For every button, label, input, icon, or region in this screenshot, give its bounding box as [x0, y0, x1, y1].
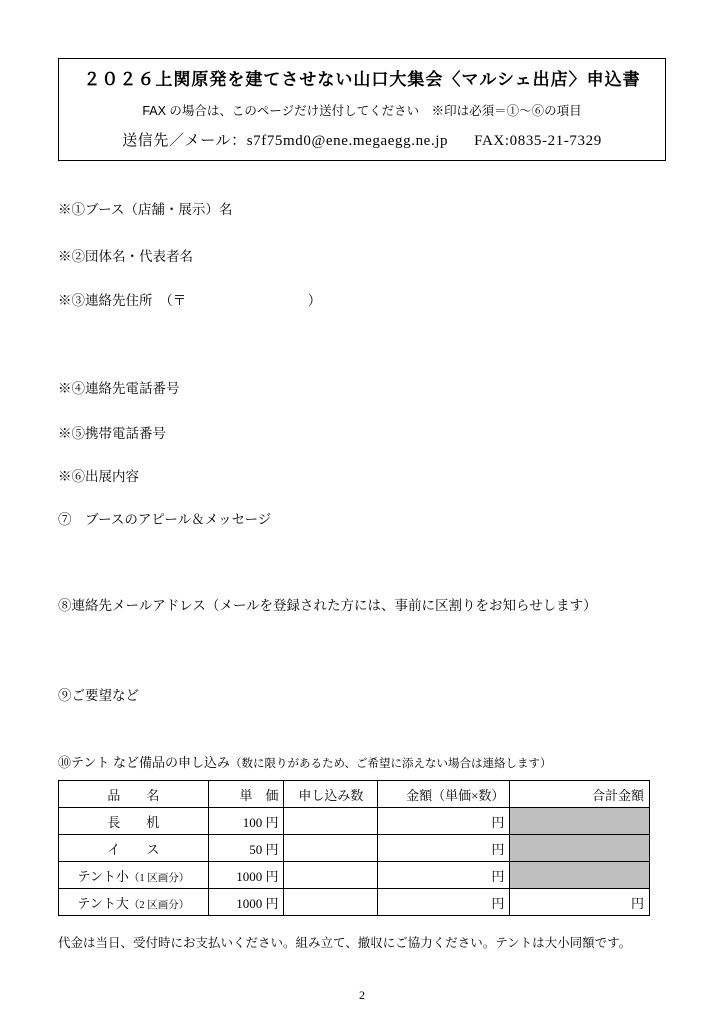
table-header-row: [59, 781, 650, 808]
payment-note: 代金は当日、受付時にお支払いください。組み立て、撤収にご協力ください。テントは大小同額です。: [58, 936, 632, 950]
header-contact: [63, 129, 661, 150]
header-price: 単 価: [208, 781, 284, 808]
contact-mail: s7f75md0@ene.megaegg.ne.jp: [246, 133, 449, 150]
field-phone: ※④連絡先電話番号: [58, 381, 180, 396]
cell-item-note: （2 区画分）: [128, 899, 190, 911]
cell-price: 1000 円: [208, 862, 284, 889]
field-booth-name: ※①ブース（店舗・展示）名: [58, 202, 233, 217]
equipment-table: [58, 780, 650, 916]
cell-item: [59, 862, 209, 889]
cell-count-input[interactable]: [284, 889, 378, 916]
table-row: [59, 835, 650, 862]
page-number: 2: [359, 988, 365, 1002]
cell-price: 50 円: [208, 835, 284, 862]
equipment-table-caption: [58, 752, 552, 771]
table-row: [59, 889, 650, 916]
field-mobile: ※⑤携帯電話番号: [58, 426, 166, 441]
contact-fax: FAX:0835-21-7329: [474, 133, 602, 150]
cell-price: 100 円: [208, 808, 284, 835]
header-count: 申し込み数: [284, 781, 378, 808]
cell-amount[interactable]: 円: [378, 889, 510, 916]
header-total: 合計金額: [510, 781, 650, 808]
field-address: ※③連絡先住所 （〒 ）: [58, 293, 322, 308]
page-title: ２０２６上関原発を建てさせない山口大集会〈マルシェ出店〉申込書: [83, 70, 641, 89]
cell-item: [59, 808, 209, 835]
cell-item: [59, 835, 209, 862]
cell-item-label: イ ス: [107, 841, 160, 857]
cell-count-input[interactable]: [284, 862, 378, 889]
cell-item-label: 長 机: [107, 814, 160, 830]
cell-total: [510, 835, 650, 862]
cell-item-note: （1 区画分）: [128, 872, 190, 884]
cell-item-label: テント小: [77, 868, 129, 884]
field-group-name: ※②団体名・代表者名: [58, 249, 193, 264]
equipment-caption-main: ⑩テント など備品の申し込み: [58, 755, 230, 770]
field-exhibit-content: ※⑥出展内容: [58, 469, 139, 484]
header-amount: 金額（単価×数）: [378, 781, 510, 808]
cell-count-input[interactable]: [284, 835, 378, 862]
header-item: 品 名: [59, 781, 209, 808]
cell-item-label: テント大: [77, 895, 129, 911]
cell-amount[interactable]: 円: [378, 808, 510, 835]
cell-total: [510, 808, 650, 835]
cell-amount[interactable]: 円: [378, 835, 510, 862]
field-appeal-message: ⑦ ブースのアピール＆メッセージ: [58, 512, 272, 527]
field-email: ⑧連絡先メールアドレス（メールを登録された方には、事前に区割りをお知らせします）: [58, 598, 597, 613]
cell-total: [510, 862, 650, 889]
cell-total[interactable]: 円: [510, 889, 650, 916]
equipment-caption-sub: （数に限りがあるため、ご希望に添えない場合は連絡します）: [229, 758, 552, 770]
field-requests: ⑨ご要望など: [58, 688, 139, 703]
cell-price: 1000 円: [208, 889, 284, 916]
header-subtitle: FAX の場合は、このページだけ送付してください ※印は必須＝①〜⑥の項目: [142, 103, 582, 118]
cell-amount[interactable]: 円: [378, 862, 510, 889]
cell-count-input[interactable]: [284, 808, 378, 835]
cell-item: [59, 889, 209, 916]
contact-label: 送信先／メール：: [122, 133, 247, 150]
table-row: [59, 808, 650, 835]
table-row: [59, 862, 650, 889]
header-box: [58, 58, 666, 161]
